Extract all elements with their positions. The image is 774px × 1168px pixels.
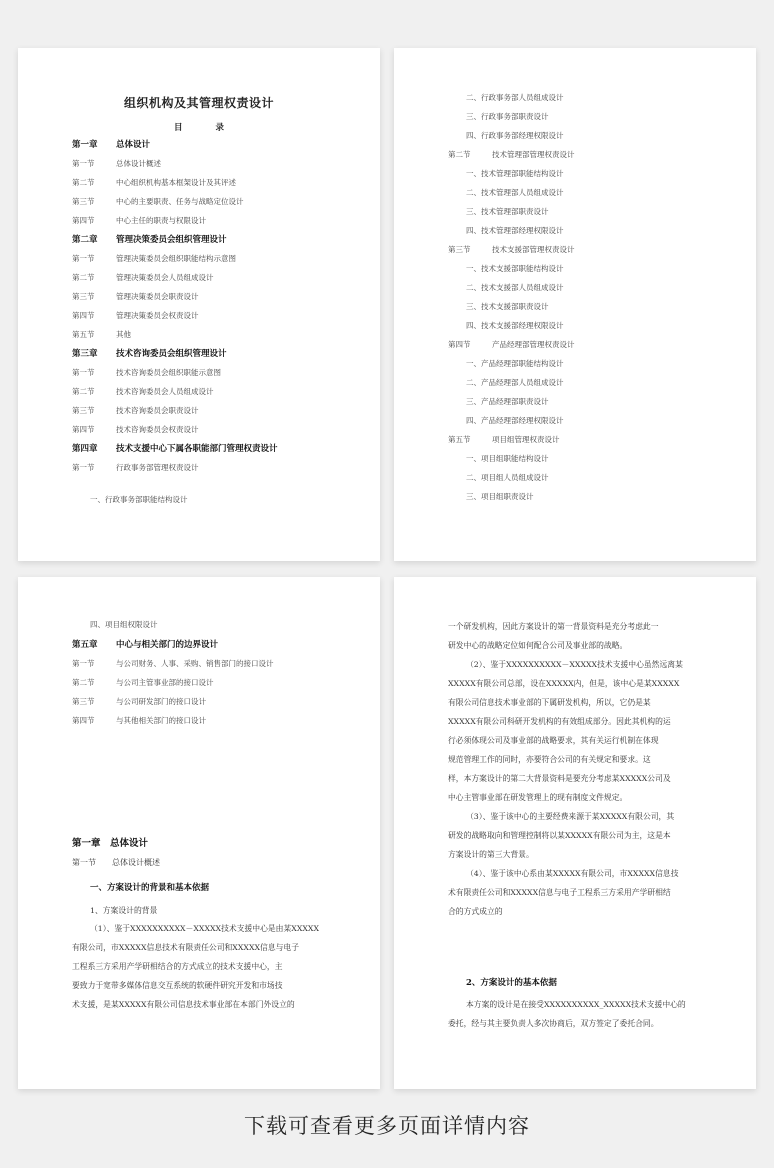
toc-number: 第四节 [72, 311, 95, 320]
toc-number: 第一节 [72, 368, 95, 377]
toc-text: 三、产品经理部职责设计 [466, 397, 549, 406]
toc-number: 第二节 [448, 150, 471, 159]
paragraph-line: 术有限责任公司和XXXXX信息与电子工程系三方采用产学研相结 [448, 888, 671, 897]
toc-text: 一、技术支援部职能结构设计 [466, 264, 564, 273]
chapter-title: 第一章 总体设计 [72, 838, 149, 849]
paragraph-line: （2）、鉴于XXXXXXXXXX－XXXXX技术支援中心虽然远离某 [466, 660, 683, 669]
toc-text: 四、技术管理部经理权限设计 [466, 226, 564, 235]
toc-section [448, 435, 560, 445]
toc-section [72, 697, 206, 707]
paragraph-line: 一个研发机构，因此方案设计的第一背景资料是充分考虑此一 [448, 622, 659, 631]
toc-section [72, 330, 131, 340]
toc-section [72, 216, 206, 226]
toc-text: 管理决策委员会组织职能结构示意图 [116, 254, 236, 263]
section-heading: 一、方案设计的背景和基本依据 [90, 883, 210, 893]
toc-section [72, 716, 206, 726]
toc-text: 总体设计概述 [116, 159, 161, 168]
paragraph-line: XXXXX有限公司科研开发机构的有效组成部分。因此其机构的运 [448, 717, 671, 726]
toc-text: 三、行政事务部职责设计 [466, 112, 549, 121]
toc-text: 一、产品经理部职能结构设计 [466, 359, 564, 368]
toc-text: 二、产品经理部人员组成设计 [466, 378, 564, 387]
toc-text: 技术咨询委员会人员组成设计 [116, 387, 214, 396]
toc-number: 第四节 [72, 716, 95, 725]
toc-section [448, 150, 575, 160]
toc-text: 二、行政事务部人员组成设计 [466, 93, 564, 102]
section-title: 第一节 总体设计概述 [72, 858, 160, 867]
toc-number: 第五章 [72, 640, 98, 650]
toc-text: 管理决策委员会职责设计 [116, 292, 199, 301]
toc-subentry [466, 302, 549, 312]
toc-section [72, 178, 236, 188]
toc-subentry: 一、行政事务部职能结构设计 [90, 495, 188, 504]
paragraph-line: 研发中心的战略定位如何配合公司及事业部的战略。 [448, 641, 628, 650]
toc-heading: 目 录 [174, 123, 224, 133]
toc-number: 第二节 [72, 273, 95, 282]
toc-number: 第一节 [72, 254, 95, 263]
toc-subentry [466, 397, 549, 407]
paragraph-line: （1）、鉴于XXXXXXXXXX－XXXXX技术支援中心是由某XXXXX [90, 924, 320, 933]
toc-subentry [466, 93, 564, 103]
toc-text: 四、行政事务部经理权限设计 [466, 131, 564, 140]
toc-text: 技术支援中心下属各职能部门管理权责设计 [116, 444, 278, 454]
toc-text: 三、项目组职责设计 [466, 492, 534, 501]
toc-number: 第二节 [72, 387, 95, 396]
toc-section [72, 387, 214, 397]
toc-subentry [466, 188, 564, 198]
toc-text: 一、项目组职能结构设计 [466, 454, 549, 463]
paragraph-line: 本方案的设计是在接受XXXXXXXXXX_XXXXX技术支援中心的 [466, 1000, 686, 1009]
toc-number: 第一节 [72, 659, 95, 668]
toc-text: 二、项目组人员组成设计 [466, 473, 549, 482]
toc-subentry [466, 169, 564, 179]
toc-number: 第三节 [72, 406, 95, 415]
toc-section [72, 292, 199, 302]
toc-number: 第四节 [72, 425, 95, 434]
paragraph-line: 有限公司信息技术事业部的下属研发机构，所以，它仍是某 [448, 698, 651, 707]
toc-subentry [466, 378, 564, 388]
toc-section [72, 159, 161, 169]
paragraph-line: （4）、鉴于该中心系由某XXXXX有限公司，市XXXXX信息技 [466, 869, 679, 878]
paragraph-line: 行必须体现公司及事业部的战略要求，其有关运行机制在体现 [448, 736, 659, 745]
toc-section [72, 659, 274, 669]
toc-section [72, 463, 199, 473]
toc-subentry [466, 492, 534, 502]
toc-subentry [466, 416, 564, 426]
toc-text: 与公司主管事业部的接口设计 [116, 678, 214, 687]
paragraph-line: 规范管理工作的同时，亦要符合公司的有关规定和要求。这 [448, 755, 651, 764]
paragraph-line: 合的方式成立的 [448, 907, 503, 916]
toc-subentry [466, 112, 549, 122]
toc-section [72, 368, 221, 378]
paragraph-line: 研发的战略取向和管理控制将以某XXXXX有限公司为主，这是本 [448, 831, 671, 840]
document-title: 组织机构及其管理权责设计 [123, 96, 274, 110]
toc-text: 二、技术管理部人员组成设计 [466, 188, 564, 197]
toc-text: 管理决策委员会权责设计 [116, 311, 199, 320]
toc-chapter [72, 349, 227, 359]
toc-number: 第一章 [72, 140, 98, 150]
toc-subentry [466, 226, 564, 236]
toc-section [72, 406, 199, 416]
toc-number: 第二节 [72, 178, 95, 187]
toc-text: 中心组织机构基本框架设计及其评述 [116, 178, 236, 187]
document-page-1 [18, 48, 380, 561]
toc-text: 总体设计 [116, 140, 151, 150]
paragraph-line: 样，本方案设计的第二大背景资料是要充分考虑某XXXXX公司及 [448, 774, 671, 783]
toc-subentry [466, 473, 549, 483]
toc-number: 第三节 [72, 292, 95, 301]
toc-section [72, 254, 236, 264]
toc-text: 与公司财务、人事、采购、销售部门的接口设计 [116, 659, 274, 668]
toc-text: 产品经理部管理权责设计 [492, 340, 575, 349]
toc-text: 行政事务部管理权责设计 [116, 463, 199, 472]
toc-text: 技术管理部管理权责设计 [492, 150, 575, 159]
toc-chapter [72, 444, 278, 454]
toc-section [448, 245, 575, 255]
toc-section [72, 311, 199, 321]
toc-text: 四、产品经理部经理权限设计 [466, 416, 564, 425]
toc-number: 第四章 [72, 444, 98, 454]
document-page-4 [394, 577, 756, 1089]
toc-chapter [72, 640, 218, 650]
toc-subentry [466, 131, 564, 141]
toc-text: 一、技术管理部职能结构设计 [466, 169, 564, 178]
toc-number: 第三节 [72, 197, 95, 206]
toc-text: 三、技术支援部职责设计 [466, 302, 549, 311]
toc-number: 第五节 [72, 330, 95, 339]
toc-text: 技术咨询委员会组织管理设计 [116, 349, 227, 359]
toc-section [448, 340, 575, 350]
toc-text: 管理决策委员会组织管理设计 [116, 235, 227, 245]
toc-subentry [466, 207, 549, 217]
document-page-3 [18, 577, 380, 1089]
subsection-heading: 1、方案设计的背景 [90, 906, 158, 915]
toc-text: 其他 [116, 330, 131, 339]
toc-number: 第三节 [72, 697, 95, 706]
toc-number: 第三节 [448, 245, 471, 254]
section-heading: 2、方案设计的基本依据 [466, 978, 557, 988]
document-page-2 [394, 48, 756, 561]
toc-text: 三、技术管理部职责设计 [466, 207, 549, 216]
toc-number: 第四节 [72, 216, 95, 225]
toc-subentry [466, 454, 549, 464]
paragraph-line: 方案设计的第三大背景。 [448, 850, 534, 859]
toc-text: 管理决策委员会人员组成设计 [116, 273, 214, 282]
toc-text: 中心的主要职责、任务与战略定位设计 [116, 197, 244, 206]
paragraph-line: XXXXX有限公司总部，设在XXXXX内，但是，该中心是某XXXXX [448, 679, 680, 688]
toc-subentry [466, 264, 564, 274]
paragraph-line: 有限公司，市XXXXX信息技术有限责任公司和XXXXX信息与电子 [72, 943, 300, 952]
toc-number: 第五节 [448, 435, 471, 444]
toc-number: 第一节 [72, 463, 95, 472]
toc-number: 第三章 [72, 349, 98, 359]
toc-number: 第二章 [72, 235, 98, 245]
toc-text: 四、技术支援部经理权限设计 [466, 321, 564, 330]
toc-subentry [466, 321, 564, 331]
toc-number: 第四节 [448, 340, 471, 349]
toc-section [72, 273, 214, 283]
toc-subentry [466, 283, 564, 293]
paragraph-line: 委托，经与其主要负责人多次协商后，双方签定了委托合同。 [448, 1019, 659, 1028]
toc-section [72, 197, 244, 207]
toc-number: 第一节 [72, 159, 95, 168]
toc-text: 中心与相关部门的边界设计 [116, 640, 219, 650]
toc-text: 技术咨询委员会权责设计 [116, 425, 199, 434]
toc-text: 技术支援部管理权责设计 [492, 245, 575, 254]
download-more-notice[interactable]: 下载可查看更多页面详情内容 [244, 1114, 530, 1138]
toc-text: 技术咨询委员会组织职能示意图 [116, 368, 221, 377]
toc-text: 中心主任的职责与权限设计 [116, 216, 206, 225]
toc-chapter [72, 140, 150, 150]
paragraph-line: 中心主管事业部在研发管理上的现有制度文件规定。 [448, 793, 628, 802]
toc-number: 第二节 [72, 678, 95, 687]
toc-subentry [466, 359, 564, 369]
paragraph-line: 术支援，是某XXXXX有限公司信息技术事业部在本部门外设立的 [72, 1000, 295, 1009]
toc-section [72, 425, 199, 435]
toc-section [72, 678, 214, 688]
paragraph-line: 要致力于宽带多媒体信息交互系统的软硬件研究开发和市场技 [72, 981, 283, 990]
paragraph-line: （3）、鉴于该中心的主要经费来源于某XXXXX有限公司，其 [466, 812, 675, 821]
toc-text: 与公司研发部门的接口设计 [116, 697, 206, 706]
toc-text: 技术咨询委员会职责设计 [116, 406, 199, 415]
toc-text: 项目组管理权责设计 [492, 435, 560, 444]
paragraph-line: 工程系三方采用产学研相结合的方式成立的技术支援中心，主 [72, 962, 283, 971]
toc-text: 二、技术支援部人员组成设计 [466, 283, 564, 292]
toc-chapter [72, 235, 227, 245]
toc-subentry: 四、项目组权限设计 [90, 620, 158, 629]
toc-text: 与其他相关部门的接口设计 [116, 716, 206, 725]
